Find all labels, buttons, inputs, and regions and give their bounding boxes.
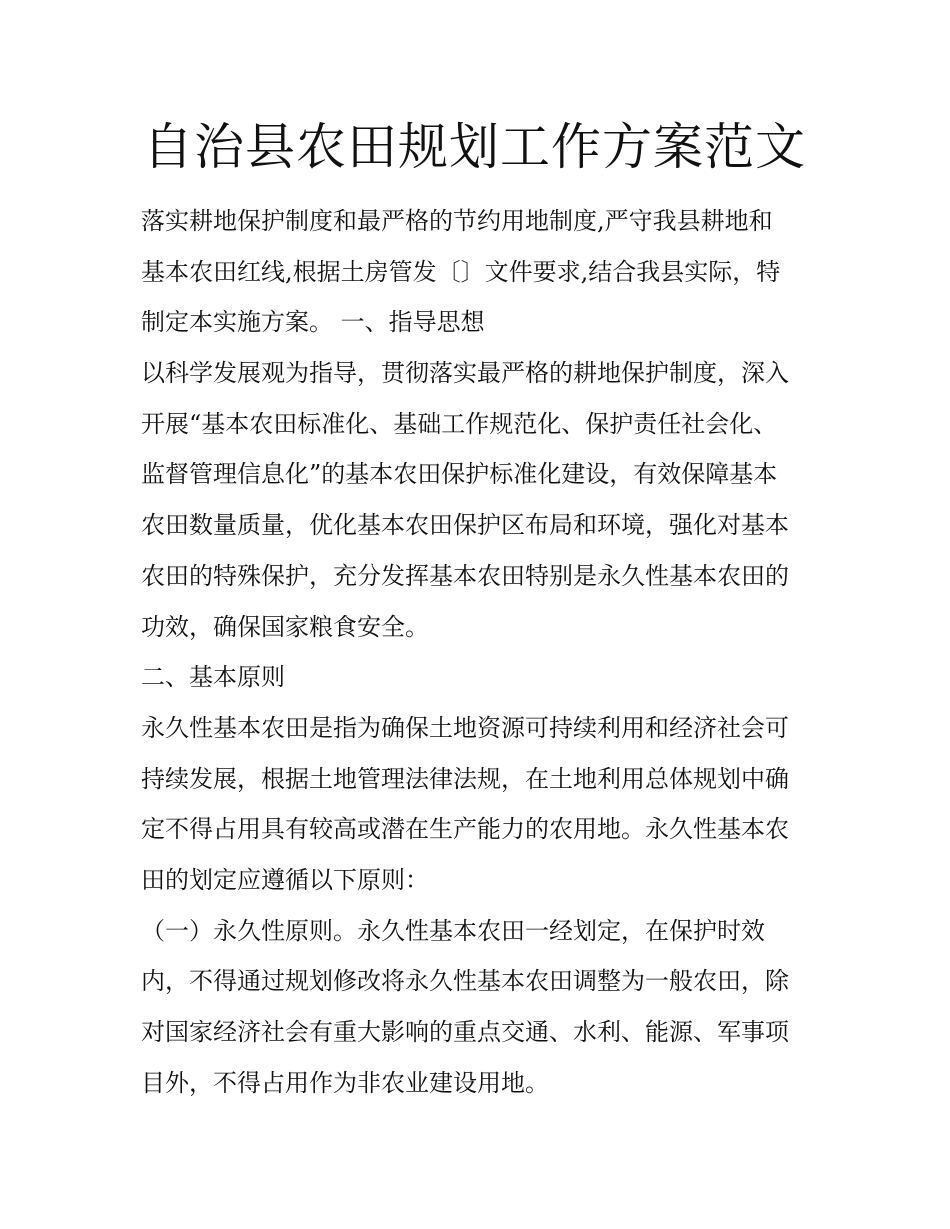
text-line: 永久性基本农田是指为确保土地资源可持续利用和经济社会可 bbox=[141, 713, 789, 742]
text-line: 田的划定应遵循以下原则： bbox=[141, 865, 429, 894]
text-line: 农田数量质量，优化基本农田保护区布局和环境，强化对基本 bbox=[141, 511, 789, 540]
text-line: 农田的特殊保护，充分发挥基本农田特别是永久性基本农田的 bbox=[141, 561, 789, 590]
text-line: 基本农田红线,根据土房管发〔〕文件要求,结合我县实际，特 bbox=[141, 257, 781, 286]
text-line: 监督管理信息化”的基本农田保护标准化建设，有效保障基本 bbox=[141, 460, 778, 489]
text-line: 定不得占用具有较高或潜在生产能力的农用地。永久性基本农 bbox=[141, 815, 789, 844]
text-line: 内，不得通过规划修改将永久性基本农田调整为一般农田，除 bbox=[141, 967, 789, 996]
text-line: 开展“基本农田标准化、基础工作规范化、保护责任社会化、 bbox=[141, 409, 778, 438]
text-line: （一）永久性原则。永久性基本农田一经划定，在保护时效 bbox=[141, 916, 765, 945]
text-line: 功效，确保国家粮食安全。 bbox=[141, 612, 429, 641]
text-line: 落实耕地保护制度和最严格的节约用地制度,严守我县耕地和 bbox=[141, 207, 773, 235]
text-line: 目外，不得占用作为非农业建设用地。 bbox=[141, 1068, 549, 1097]
text-line: 制定本实施方案。 一、指导思想 bbox=[141, 308, 485, 337]
text-line: 持续发展，根据土地管理法律法规，在土地利用总体规划中确 bbox=[141, 764, 789, 793]
document-body bbox=[141, 196, 821, 1108]
text-line: 以科学发展观为指导，贯彻落实最严格的耕地保护制度，深入 bbox=[141, 359, 789, 388]
section-heading: 二、基本原则 bbox=[141, 663, 285, 692]
document-title: 自治县农田规划工作方案范文 bbox=[143, 118, 806, 176]
text-line: 对国家经济社会有重大影响的重点交通、水利、能源、军事项 bbox=[141, 1018, 789, 1046]
